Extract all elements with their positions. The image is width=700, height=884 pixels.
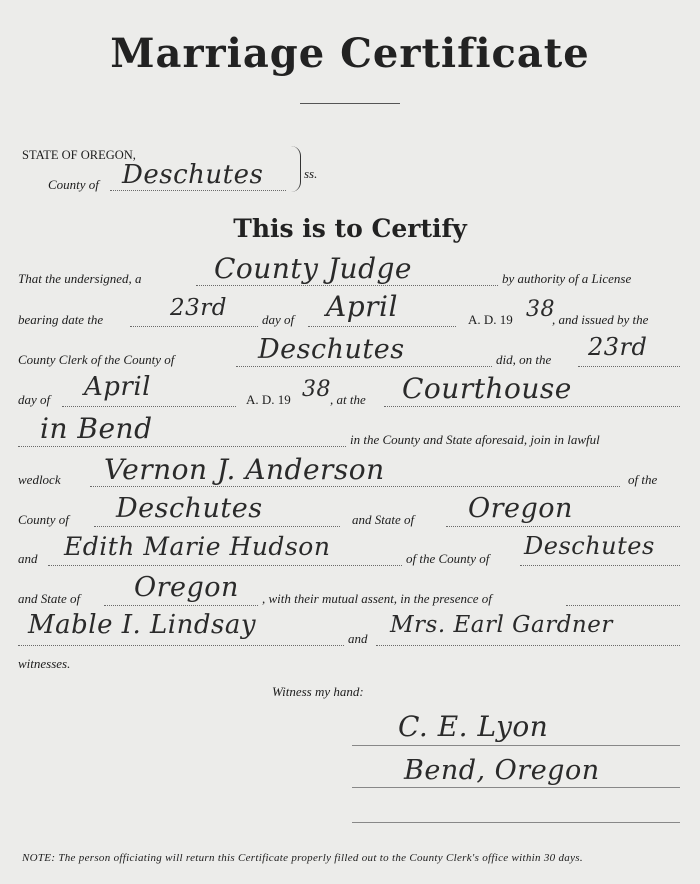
groom-state: Oregon <box>468 493 573 524</box>
ceremony-day-line <box>578 366 680 367</box>
ceremony-month: April <box>84 372 151 402</box>
line6-suffix: of the <box>628 472 658 487</box>
license-day-line <box>130 326 258 327</box>
footer-note: NOTE: The person officiating will return this Certificate properly filled out to the County Clerk's office within 30 days. <box>22 852 583 864</box>
line4-ad: A. D. 19 <box>246 392 291 407</box>
license-year: 38 <box>526 297 555 322</box>
groom-county-line <box>94 526 340 527</box>
state-label: STATE OF OREGON, <box>22 148 136 162</box>
witness2-line <box>376 645 680 646</box>
witness1-line <box>18 645 344 646</box>
line4-prefix: day of <box>18 392 51 407</box>
officiant-title: County Judge <box>214 252 412 285</box>
place-line2 <box>18 446 346 447</box>
issuing-county: Deschutes <box>258 334 405 365</box>
bride-state: Oregon <box>134 572 239 603</box>
line3-prefix: County Clerk of the County of <box>18 352 175 367</box>
line10-mid: and <box>348 631 368 646</box>
line1-suffix: by authority of a License <box>502 271 632 286</box>
bride-name: Edith Marie Hudson <box>64 532 331 561</box>
ceremony-year: 38 <box>302 377 331 402</box>
county-line <box>110 190 286 191</box>
line7-prefix: County of <box>18 512 69 527</box>
bracket <box>290 146 301 192</box>
signature-line <box>352 745 680 746</box>
line8-mid: of the County of <box>406 551 490 566</box>
issuing-county-line <box>236 366 492 367</box>
bride-county: Deschutes <box>524 532 655 560</box>
line3-mid: did, on the <box>496 352 552 367</box>
ss-label: ss. <box>304 166 318 181</box>
license-month-line <box>308 326 456 327</box>
line2-suffix: , and issued by the <box>552 312 649 327</box>
license-month: April <box>326 290 398 323</box>
ceremony-place-part1: Courthouse <box>402 372 572 405</box>
line7-mid: and State of <box>352 512 415 527</box>
line9-prefix: and State of <box>18 591 81 606</box>
ceremony-day: 23rd <box>588 333 648 361</box>
groom-name: Vernon J. Anderson <box>104 453 385 486</box>
license-day: 23rd <box>170 295 227 321</box>
place-line1 <box>384 406 680 407</box>
county-value: Deschutes <box>122 160 264 190</box>
signature-place: Bend, Oregon <box>404 755 600 786</box>
blank-signature-line <box>352 822 680 823</box>
line5-suffix: in the County and State aforesaid, join in lawful <box>350 432 600 447</box>
groom-state-line <box>446 526 680 527</box>
county-label: County of <box>48 177 99 192</box>
signature-place-line <box>352 787 680 788</box>
title-divider <box>300 103 400 104</box>
line1-prefix: That the undersigned, a <box>18 271 142 286</box>
line4-suffix: , at the <box>330 392 366 407</box>
line2-ad: A. D. 19 <box>468 312 513 327</box>
bride-name-line <box>48 565 402 566</box>
witness-2: Mrs. Earl Gardner <box>390 612 613 638</box>
certificate-title: Marriage Certificate <box>110 30 590 77</box>
line8-prefix: and <box>18 551 38 566</box>
bride-state-line <box>104 605 258 606</box>
line2-dayof: day of <box>262 312 295 327</box>
witnesses-label: witnesses. <box>18 656 71 671</box>
line6-prefix: wedlock <box>18 472 61 487</box>
groom-name-line <box>90 486 620 487</box>
officiant-signature: C. E. Lyon <box>398 710 549 743</box>
groom-county: Deschutes <box>116 493 263 524</box>
ceremony-month-line <box>62 406 236 407</box>
witness-1: Mable I. Lindsay <box>28 610 257 640</box>
line9-suffix: , with their mutual assent, in the presence of <box>262 591 492 606</box>
officiant-line <box>196 285 498 286</box>
certify-heading: This is to Certify <box>233 214 467 243</box>
presence-line <box>566 605 680 606</box>
ceremony-place-part2: in Bend <box>40 412 153 445</box>
line2-prefix: bearing date the <box>18 312 104 327</box>
witness-hand-label: Witness my hand: <box>272 684 364 699</box>
bride-county-line <box>520 565 680 566</box>
